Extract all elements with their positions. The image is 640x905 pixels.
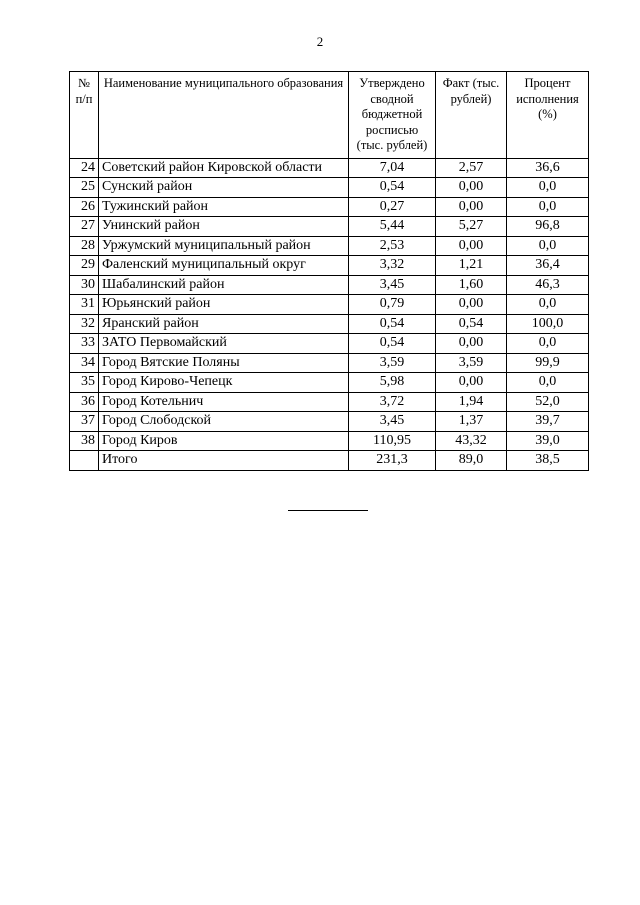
row-number: 37 (70, 412, 99, 432)
table-row (70, 392, 589, 412)
execution-percent: 0,0 (507, 373, 589, 393)
fact-amount: 2,57 (436, 158, 507, 178)
fact-amount: 0,00 (436, 197, 507, 217)
row-number: 27 (70, 217, 99, 237)
row-number: 28 (70, 236, 99, 256)
table-row (70, 217, 589, 237)
fact-amount: 1,21 (436, 256, 507, 276)
approved-amount: 7,04 (349, 158, 436, 178)
municipality-name: Яранский район (99, 314, 349, 334)
municipality-name: Шабалинский район (99, 275, 349, 295)
fact-amount: 1,60 (436, 275, 507, 295)
municipality-name: Город Киров (99, 431, 349, 451)
row-number: 32 (70, 314, 99, 334)
execution-percent: 39,0 (507, 431, 589, 451)
table-total-row (70, 451, 589, 471)
table-row (70, 353, 589, 373)
execution-percent: 0,0 (507, 295, 589, 315)
approved-amount: 5,44 (349, 217, 436, 237)
total-percent: 38,5 (507, 451, 589, 471)
table-row (70, 412, 589, 432)
end-of-document-rule (288, 510, 368, 511)
fact-amount: 1,37 (436, 412, 507, 432)
row-number: 26 (70, 197, 99, 217)
municipality-name: Город Котельнич (99, 392, 349, 412)
fact-amount: 3,59 (436, 353, 507, 373)
approved-amount: 0,79 (349, 295, 436, 315)
fact-amount: 1,94 (436, 392, 507, 412)
municipality-name: Юрьянский район (99, 295, 349, 315)
approved-amount: 2,53 (349, 236, 436, 256)
municipality-name: Фаленский муниципальный округ (99, 256, 349, 276)
row-number: 36 (70, 392, 99, 412)
execution-percent: 0,0 (507, 178, 589, 198)
budget-execution-table (69, 71, 589, 471)
table-row (70, 197, 589, 217)
total-number (70, 451, 99, 471)
execution-percent: 36,6 (507, 158, 589, 178)
table-row (70, 178, 589, 198)
approved-amount: 0,54 (349, 178, 436, 198)
row-number: 35 (70, 373, 99, 393)
row-number: 38 (70, 431, 99, 451)
total-fact: 89,0 (436, 451, 507, 471)
fact-amount: 0,00 (436, 334, 507, 354)
execution-percent: 100,0 (507, 314, 589, 334)
approved-amount: 3,45 (349, 275, 436, 295)
approved-amount: 3,72 (349, 392, 436, 412)
table-row (70, 334, 589, 354)
execution-percent: 0,0 (507, 334, 589, 354)
row-number: 30 (70, 275, 99, 295)
header-name: Наименование муниципального образования (99, 72, 349, 159)
header-percent: Процент исполнения (%) (507, 72, 589, 159)
row-number: 33 (70, 334, 99, 354)
municipality-name: Унинский район (99, 217, 349, 237)
table-row (70, 158, 589, 178)
municipality-name: Город Вятские Поляны (99, 353, 349, 373)
total-approved: 231,3 (349, 451, 436, 471)
municipality-name: Советский район Кировской области (99, 158, 349, 178)
approved-amount: 0,54 (349, 314, 436, 334)
table-row (70, 295, 589, 315)
table-header-row (70, 72, 589, 159)
execution-percent: 46,3 (507, 275, 589, 295)
page-number: 2 (316, 34, 324, 49)
fact-amount: 0,00 (436, 178, 507, 198)
fact-amount: 0,00 (436, 295, 507, 315)
municipality-name: Тужинский район (99, 197, 349, 217)
table-row (70, 275, 589, 295)
execution-percent: 52,0 (507, 392, 589, 412)
fact-amount: 0,54 (436, 314, 507, 334)
fact-amount: 0,00 (436, 373, 507, 393)
row-number: 29 (70, 256, 99, 276)
approved-amount: 0,54 (349, 334, 436, 354)
execution-percent: 39,7 (507, 412, 589, 432)
table-body (70, 158, 589, 451)
municipality-name: Город Слободской (99, 412, 349, 432)
header-number: № п/п (70, 72, 99, 159)
approved-amount: 110,95 (349, 431, 436, 451)
approved-amount: 3,45 (349, 412, 436, 432)
header-approved: Утверждено сводной бюджетной росписью (тыс. рублей) (349, 72, 436, 159)
municipality-name: ЗАТО Первомайский (99, 334, 349, 354)
execution-percent: 99,9 (507, 353, 589, 373)
municipality-name: Уржумский муниципальный район (99, 236, 349, 256)
fact-amount: 0,00 (436, 236, 507, 256)
table-row (70, 256, 589, 276)
table-row (70, 314, 589, 334)
fact-amount: 43,32 (436, 431, 507, 451)
table-row (70, 431, 589, 451)
execution-percent: 36,4 (507, 256, 589, 276)
approved-amount: 3,59 (349, 353, 436, 373)
approved-amount: 3,32 (349, 256, 436, 276)
execution-percent: 0,0 (507, 197, 589, 217)
execution-percent: 96,8 (507, 217, 589, 237)
fact-amount: 5,27 (436, 217, 507, 237)
execution-percent: 0,0 (507, 236, 589, 256)
approved-amount: 5,98 (349, 373, 436, 393)
municipality-name: Город Кирово-Чепецк (99, 373, 349, 393)
table-row (70, 236, 589, 256)
header-fact: Факт (тыс. рублей) (436, 72, 507, 159)
municipality-name: Сунский район (99, 178, 349, 198)
row-number: 31 (70, 295, 99, 315)
row-number: 34 (70, 353, 99, 373)
total-label: Итого (99, 451, 349, 471)
table-row (70, 373, 589, 393)
approved-amount: 0,27 (349, 197, 436, 217)
row-number: 24 (70, 158, 99, 178)
row-number: 25 (70, 178, 99, 198)
